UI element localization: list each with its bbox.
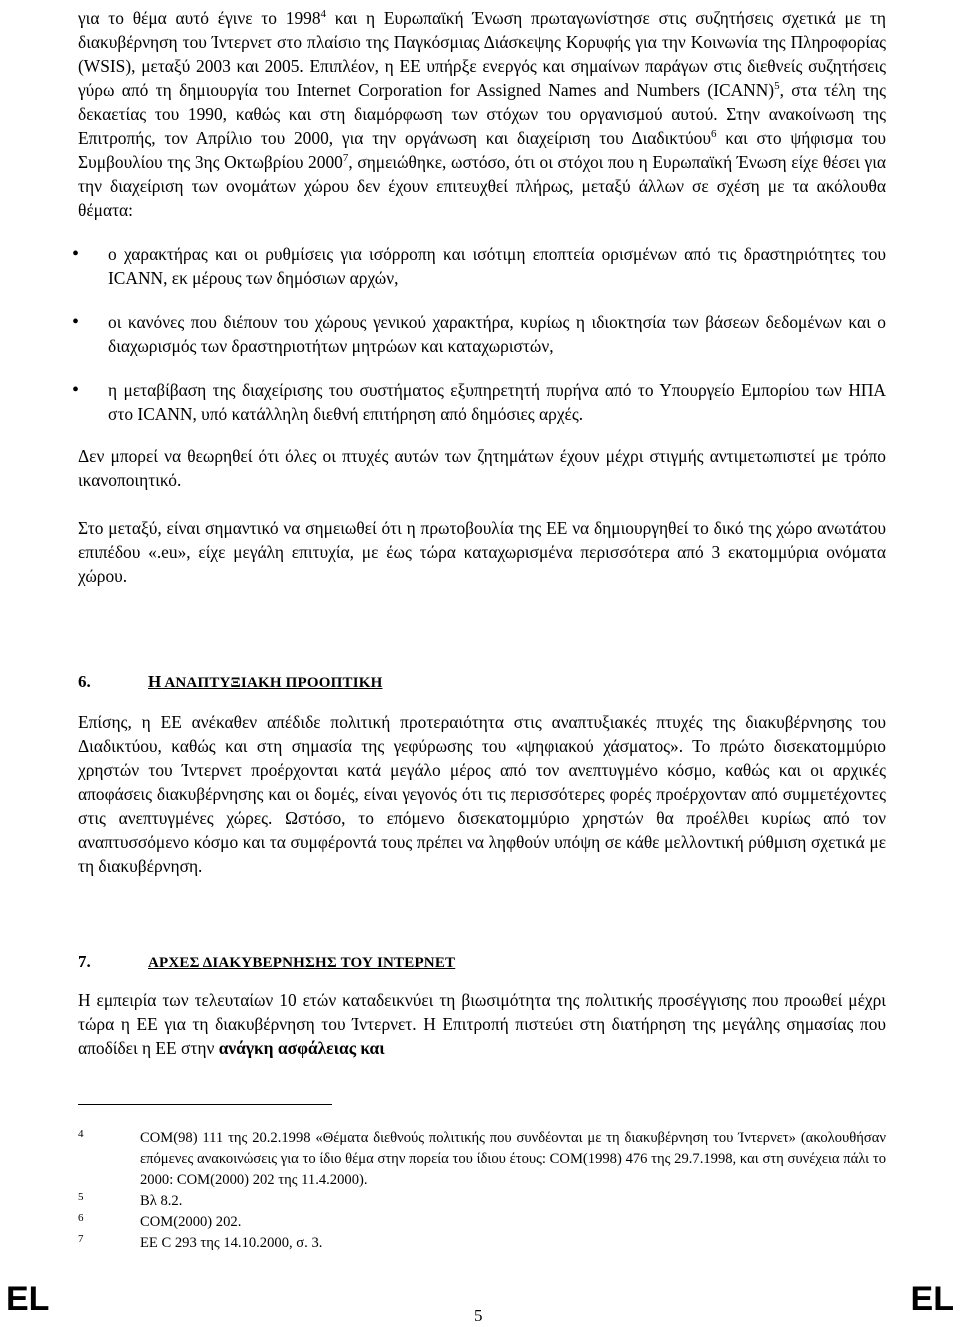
footnote-4 <box>78 1128 886 1191</box>
footnote-ref-4[interactable]: 4 <box>320 8 327 21</box>
section-7-emphasis: ανάγκη ασφάλειας και <box>218 1038 385 1058</box>
intro-segment: και στο ψήφισμα του Συμβουλίου της 3ης Οκτωβρίου 2000 <box>78 128 886 172</box>
section-7-segment: Η εμπειρία των τελευταίων 10 ετών καταδεικνύει τη βιωσιμότητα της πολιτικής προσέγγισης που προωθεί μέχρι τώρα η ΕΕ για τη διακυβέρνηση του Ίντερνετ. Η Επιτροπή πιστεύει στη διατήρηση της μεγάλης σημασίας που αποδίδει η ΕΕ στην <box>78 990 886 1058</box>
footnote-text: COM(2000) 202. <box>140 1214 242 1230</box>
footnote-number: 6 <box>78 1212 84 1224</box>
intro-segment: για το θέμα αυτό έγινε το 1998 <box>78 8 321 28</box>
intro-segment: , σημειώθηκε, ωστόσο, ότι οι στόχοι που η Ευρωπαϊκή Ένωση είχε θέσει για την διαχείριση των ονομάτων χώρου δεν έχουν επιτευχθεί πλήρως, μεταξύ άλλων σε σχέση με τα ακόλουθα θέματα: <box>78 152 886 220</box>
issue-list <box>78 242 886 426</box>
list-item: • οι κανόνες που διέπουν του χώρους γενικού χαρακτήρα, κυρίως η ιδιοκτησία των βάσεων δεδομένων και ο διαχωρισμός των δραστηριοτήτων μητρώων και καταχωριστών, <box>78 310 886 358</box>
section-7-heading <box>78 952 455 972</box>
section-title: ΑΝΑΠΤΥΞΙΑΚΗ ΠΡΟΟΠΤΙΚΗ <box>161 675 383 691</box>
footnote-6 <box>78 1212 886 1233</box>
section-7-text <box>78 988 886 1060</box>
intro-paragraph <box>78 6 886 588</box>
list-item: • η μεταβίβαση της διαχείρισης του συστήματος εξυπηρετητή πυρήνα από το Υπουργείο Εμπορίου των ΗΠΑ στο ICANN, υπό κατάλληλη διεθνή επιτήρηση από δημόσιες αρχές. <box>78 378 886 426</box>
intro-segment: , στα τέλη της δεκαετίας του 1990, καθώς και στη διαμόρφωση των στόχων του οργανισμού αυτού. Στην ανακοίνωση της Επιτροπής, τον Απρίλιο του 2000, για την οργάνωση και διαχείριση του Διαδικτύου <box>78 80 887 148</box>
footnote-number: 5 <box>78 1191 84 1203</box>
footnote-text: Βλ 8.2. <box>140 1193 183 1209</box>
section-number: 7. <box>78 952 91 971</box>
footnote-separator <box>78 1104 332 1105</box>
section-6-heading <box>78 672 382 692</box>
section-6-text: Επίσης, η ΕΕ ανέκαθεν απέδιδε πολιτική προτεραιότητα στις αναπτυξιακές πτυχές της διακυβέρνησης του Διαδικτύου, καθώς και στη σημασία της γεφύρωσης του «ψηφιακού χάσματος». Το πρώτο δισεκατομμύριο χρηστών του Ίντερνετ προέρχονται κατά μεγάλο μέρος από τον ανεπτυγμένο κόσμο, καθώς και οι αρχικές αποφάσεις διακυβέρνησης και οι δομές, είναι γεγονός ότι τις περισσότερες φορές προέρχονταν από συμμετέχοντες στις ανεπτυγμένες χώρες. Ωστόσο, το επόμενο δισεκατομμύριο χρηστών θα προέλθει κυρίως από τον αναπτυσσόμενο κόσμο και τα συμφέροντά τους πρέπει να ληφθούν υπόψη σε κάθε μελλοντική ρύθμιση σχετικά με τη διακυβέρνηση. <box>78 712 886 876</box>
footnote-5 <box>78 1191 886 1212</box>
paragraph-eu-domain: Στο μεταξύ, είναι σημαντικό να σημειωθεί ότι η πρωτοβουλία της ΕΕ να δημιουργηθεί το δικό της χώρο ανωτάτου επιπέδου «.eu», είχε μεγάλη επιτυχία, με έως τώρα καταχωρισμένα περισσότερα από 3 εκατομμύρια ονόματα χώρου. <box>78 518 886 586</box>
footnote-text: COM(98) 111 της 20.2.1998 «Θέματα διεθνούς πολιτικής που συνδέονται με τη διακυβέρνηση του Ίντερνετ» (ακολουθήσαν επόμενες ανακοινώσεις για το ίδιο θέμα στην πορεία του ίδιου έτους: COM(1998) 476 της 29.7.1998, και στη συνέχεια πάλι το 2000: COM(2000) 202 της 11.4.2000). <box>140 1130 886 1188</box>
language-code-right: EL <box>910 1280 954 1318</box>
language-code-left: EL <box>6 1280 50 1318</box>
section-title: ΑΡΧΕΣ ΔΙΑΚΥΒΕΡΝΗΣΗΣ ΤΟΥ ΙΝΤΕΡΝΕΤ <box>148 955 456 971</box>
footnote-7 <box>78 1233 886 1254</box>
footnote-text: ΕΕ C 293 της 14.10.2000, σ. 3. <box>140 1235 323 1251</box>
section-7-body <box>78 988 886 1060</box>
section-6-body <box>78 710 886 878</box>
footnote-ref-6[interactable]: 6 <box>710 128 717 141</box>
footnote-ref-5[interactable]: 5 <box>774 80 780 93</box>
footnote-number: 4 <box>78 1128 84 1140</box>
section-number: 6. <box>78 672 91 691</box>
footnotes <box>78 1128 886 1254</box>
page-number: 5 <box>474 1306 483 1325</box>
intro-text <box>78 6 886 222</box>
section-title-first: Η <box>148 672 162 691</box>
footnote-number: 7 <box>78 1233 84 1245</box>
footnote-ref-7[interactable]: 7 <box>342 152 349 165</box>
paragraph-unresolved: Δεν μπορεί να θεωρηθεί ότι όλες οι πτυχές αυτών των ζητημάτων έχουν μέχρι στιγμής αντιμετωπιστεί με τρόπο ικανοποιητικό. <box>78 446 886 490</box>
intro-segment: και η Ευρωπαϊκή Ένωση πρωταγωνίστησε στις συζητήσεις σχετικά με τη διακυβέρνηση του Ίντερνετ στο πλαίσιο της Παγκόσμιας Διάσκεψης Κορυφής για την Κοινωνία της Πληροφορίας (WSIS), μεταξύ 2003 και 2005. Επιπλέον, η ΕΕ υπήρξε ενεργός και σημαίνων παράγων στις διεθνείς συζητήσεις γύρω από τη δημιουργία του Internet Corporation for Assigned Names and Numbers (ICANN) <box>78 8 886 100</box>
list-item: • ο χαρακτήρας και οι ρυθμίσεις για ισόρροπη και ισότιμη εποπτεία ορισμένων από τις δραστηριότητες του ICANN, εκ μέρους των δημόσιων αρχών, <box>78 242 886 290</box>
